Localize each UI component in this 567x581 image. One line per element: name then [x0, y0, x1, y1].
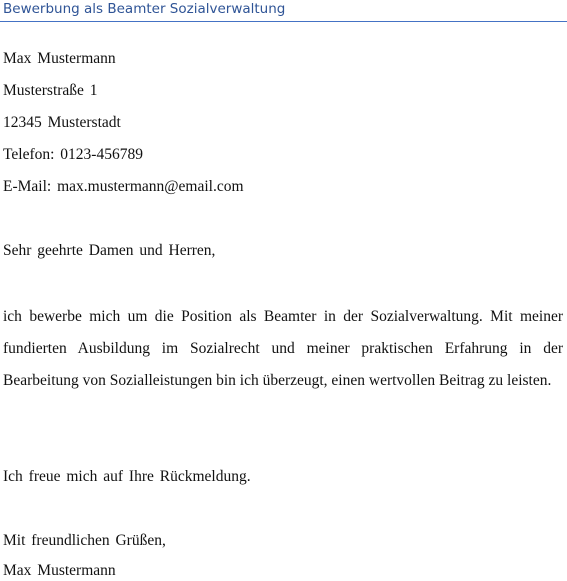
sender-name: Max Mustermann [3, 50, 116, 67]
closing-line: Ich freue mich auf Ihre Rückmeldung. [3, 468, 251, 485]
sender-street: Musterstraße 1 [3, 82, 98, 99]
sign-off: Mit freundlichen Grüßen, [3, 532, 166, 549]
salutation: Sehr geehrte Damen und Herren, [3, 242, 216, 259]
letter-body-paragraph: ich bewerbe mich um die Position als Beamter in der Sozialverwaltung. Mit meiner fundierten Ausbildung im Sozialrecht und meiner praktischen Erfahrung in der Bearbeitung von Sozialleistungen bin ich überzeugt, einen wertvollen Beitrag zu leisten. [3, 308, 563, 389]
sender-email: E-Mail: max.mustermann@email.com [3, 178, 244, 195]
page-header-title: Bewerbung als Beamter Sozialverwaltung [3, 1, 286, 17]
sender-city: 12345 Musterstadt [3, 114, 121, 131]
signature-name: Max Mustermann [3, 562, 116, 579]
sender-phone: Telefon: 0123-456789 [3, 146, 143, 163]
header-divider [0, 21, 567, 22]
